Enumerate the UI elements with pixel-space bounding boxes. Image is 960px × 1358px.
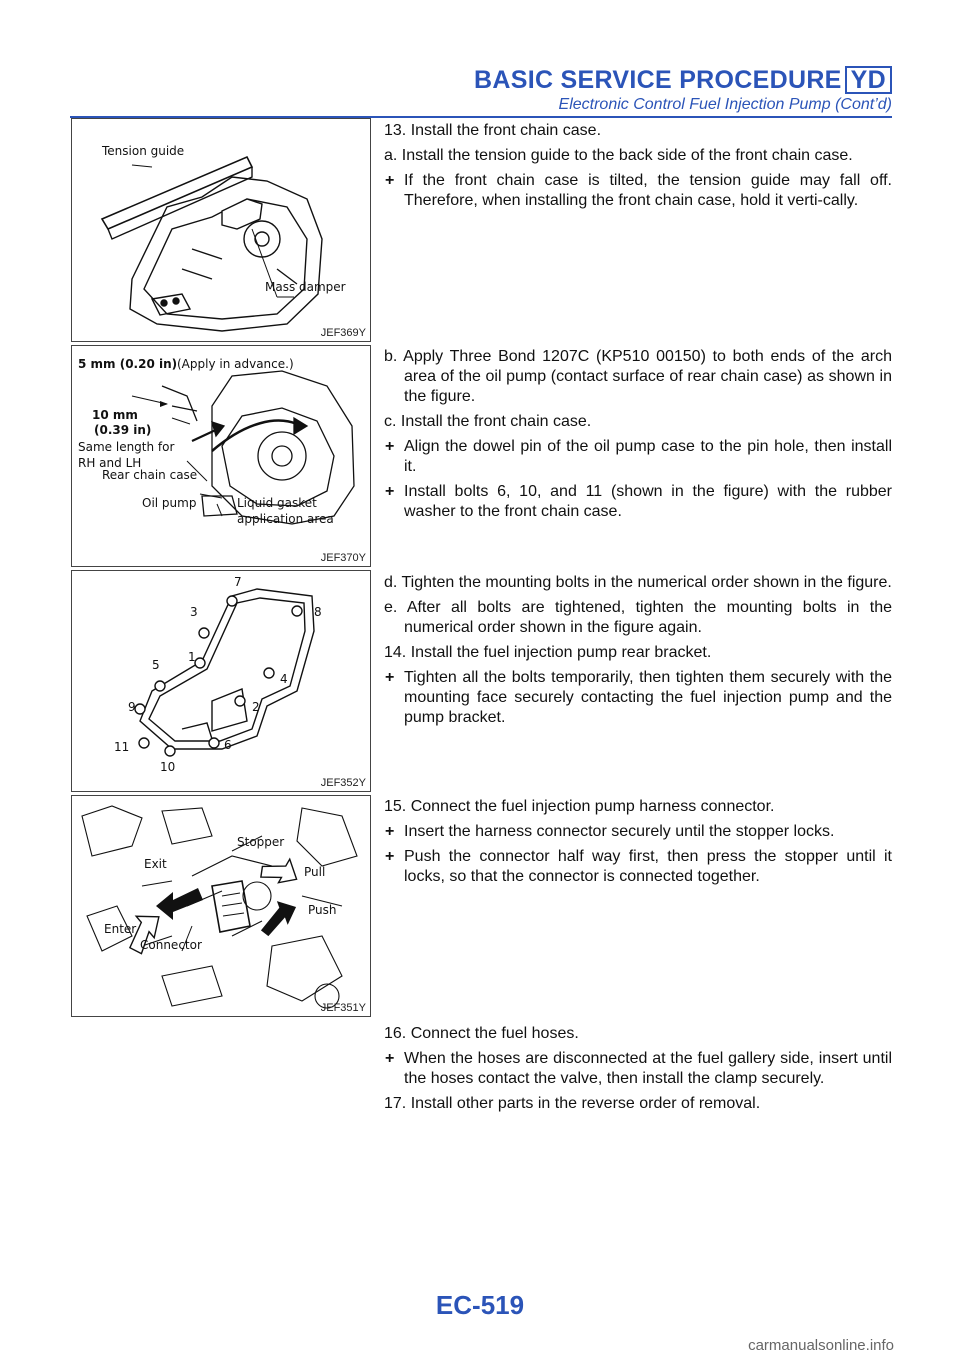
figure-liquid-gasket: [71, 345, 371, 567]
bolt-11: 11: [114, 740, 130, 754]
bullet-mark: +: [385, 483, 395, 500]
label-connector: Connector: [140, 938, 202, 952]
label-10mm: 10 mm: [92, 408, 138, 422]
figure-bolt-order-drawing: [72, 571, 370, 791]
label-push: Push: [308, 903, 337, 917]
step-17: 17. Install other parts in the reverse order of removal.: [384, 1095, 761, 1112]
step-b: b. Apply Three Bond 1207C (KP510 00150) to both ends of the arch area of the oil pump (contact surface of rear chain case) as shown in the figure.: [384, 348, 892, 405]
bolt-9: 9: [128, 700, 136, 714]
step-c: c. Install the front chain case.: [384, 413, 592, 430]
label-rh-lh: RH and LH: [78, 456, 142, 470]
figure-connector-drawing: [72, 796, 370, 1016]
bullet-13a-1: [384, 171, 892, 211]
label-application-area: application area: [237, 512, 334, 526]
bullet-c-1: [384, 437, 892, 477]
bolt-10: 10: [160, 760, 176, 774]
bullet-14-1: [384, 668, 892, 728]
bullet-mark: +: [385, 172, 395, 189]
bullet-15-1: [384, 822, 892, 842]
step-16: 16. Connect the fuel hoses.: [384, 1025, 579, 1042]
label-039in: (0.39 in): [94, 423, 152, 437]
bullet-text: Insert the harness connector securely until the stopper locks.: [404, 823, 835, 840]
bolt-8: 8: [314, 605, 322, 619]
bullet-mark: +: [385, 848, 395, 865]
bolt-6: 6: [224, 738, 232, 752]
figure-tension-guide-drawing: [72, 119, 370, 341]
step-e: e. After all bolts are tightened, tighten the mounting bolts in the numerical order shown in the figure again.: [384, 599, 892, 636]
label-mass-damper: Mass damper: [265, 280, 346, 294]
step-14: 14. Install the fuel injection pump rear bracket.: [384, 644, 712, 661]
label-oil-pump: Oil pump: [142, 496, 197, 510]
label-pull: Pull: [304, 865, 326, 879]
bullet-text: Tighten all the bolts temporarily, then tighten them securely with the mounting face securely contacting the fuel injection pump and the pump bracket.: [404, 669, 892, 726]
bolt-4: 4: [280, 672, 288, 686]
figure-bolt-order: [71, 570, 371, 792]
text-block-fuel-hoses: [384, 1024, 892, 1119]
bolt-1: 1: [188, 650, 196, 664]
step-13a: a. Install the tension guide to the back side of the front chain case.: [384, 147, 853, 164]
label-tension-guide: Tension guide: [102, 144, 185, 158]
bullet-text: If the front chain case is tilted, the tension guide may fall off. Therefore, when installing the front chain case, hold it verti-cally.: [404, 172, 892, 209]
figure-code: JEF370Y: [320, 552, 366, 564]
figure-code: JEF351Y: [320, 1002, 366, 1014]
label-apply-in-advance: (Apply in advance.): [177, 357, 294, 371]
bullet-c-2: [384, 482, 892, 522]
label-same-length: Same length for: [78, 440, 175, 454]
bolt-5: 5: [152, 658, 160, 672]
bullet-text: Align the dowel pin of the oil pump case to the pin hole, then install it.: [404, 438, 892, 475]
bullet-mark: +: [385, 438, 395, 455]
figure-tension-guide: [71, 118, 371, 342]
step-13: 13. Install the front chain case.: [384, 122, 602, 139]
engine-badge: YD: [845, 66, 892, 94]
page-number: EC-519: [435, 1290, 525, 1320]
bullet-text: Push the connector half way first, then press the stopper until it locks, so that the connector is connected together.: [404, 848, 892, 885]
section-title: [474, 66, 892, 95]
bullet-mark: +: [385, 823, 395, 840]
figure-liquid-gasket-drawing: [72, 346, 370, 566]
step-15: 15. Connect the fuel injection pump harness connector.: [384, 798, 775, 815]
section-subtitle: Electronic Control Fuel Injection Pump (Cont’d): [558, 96, 892, 113]
text-block-liquid-gasket: [384, 347, 892, 527]
bolt-7: 7: [234, 575, 242, 589]
label-exit: Exit: [144, 857, 167, 871]
figure-connector: [71, 795, 371, 1017]
step-d: d. Tighten the mounting bolts in the numerical order shown in the figure.: [384, 574, 892, 591]
label-stopper: Stopper: [237, 835, 285, 849]
text-block-bolt-order: [384, 573, 892, 733]
bolt-2: 2: [252, 700, 260, 714]
bullet-mark: +: [385, 1050, 395, 1067]
bolt-3: 3: [190, 605, 198, 619]
text-block-front-chain-case: [384, 121, 892, 216]
label-rear-chain-case: Rear chain case: [102, 468, 198, 482]
text-block-connector: [384, 797, 892, 892]
figure-code: JEF369Y: [320, 327, 366, 339]
section-title-text: BASIC SERVICE PROCEDURE: [474, 66, 842, 94]
label-enter: Enter: [104, 922, 137, 936]
bullet-15-2: [384, 847, 892, 887]
bullet-16-1: [384, 1049, 892, 1089]
label-5mm: 5 mm (0.20 in): [78, 357, 178, 371]
bullet-text: Install bolts 6, 10, and 11 (shown in the figure) with the rubber washer to the front chain case.: [404, 483, 892, 520]
figure-code: JEF352Y: [320, 777, 366, 789]
bullet-text: When the hoses are disconnected at the fuel gallery side, insert until the hoses contact the valve, then install the clamp securely.: [404, 1050, 892, 1087]
bullet-mark: +: [385, 669, 395, 686]
watermark: carmanualsonline.info: [748, 1337, 894, 1354]
label-liquid-gasket: Liquid gasket: [237, 496, 317, 510]
